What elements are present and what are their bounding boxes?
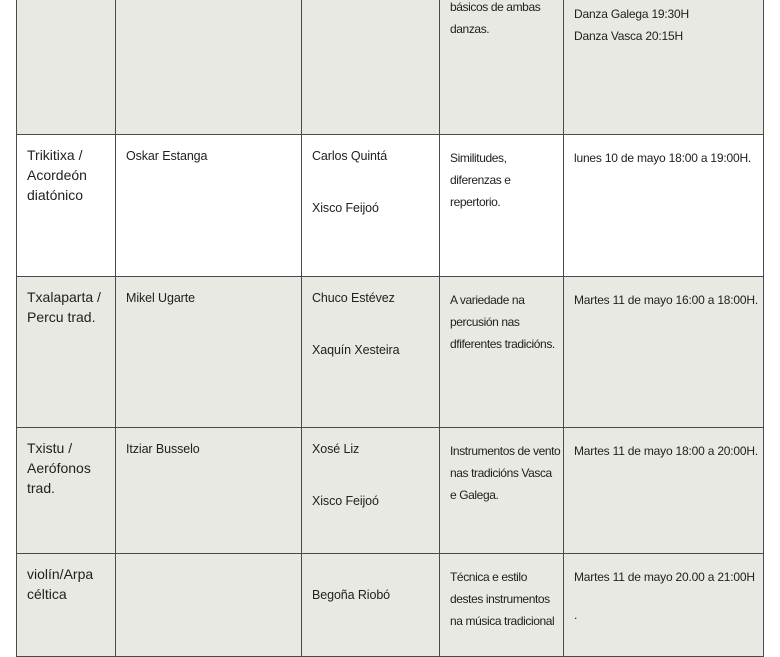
table-row-violin-arpa bbox=[17, 554, 764, 657]
teacher-name: Oskar Estanga bbox=[126, 149, 208, 163]
cell-schedule bbox=[564, 277, 764, 428]
cell-instrument bbox=[17, 277, 116, 428]
cell-galician-teachers bbox=[302, 554, 440, 657]
instrument-label: violín/Arpa céltica bbox=[27, 566, 94, 602]
description-line: Instrumentos de vento bbox=[450, 444, 561, 458]
teacher-name: Carlos Quintá bbox=[312, 149, 388, 163]
schedule-line: Danza Vasca 20:15H bbox=[574, 29, 683, 43]
cell-galician-teachers bbox=[302, 0, 440, 135]
cell-galician-teachers bbox=[302, 135, 440, 277]
cell-schedule bbox=[564, 554, 764, 657]
teacher-name: Xosé Liz bbox=[312, 442, 360, 456]
instrument-label: Txistu / Aerófonos trad. bbox=[27, 440, 91, 496]
cell-basque-teacher bbox=[116, 428, 302, 554]
description-line: danzas. bbox=[450, 22, 490, 36]
cell-description bbox=[440, 277, 564, 428]
teacher-name: Begoña Riobó bbox=[312, 588, 391, 602]
cell-description bbox=[440, 554, 564, 657]
table-row-txalaparta bbox=[17, 277, 764, 428]
schedule-line: Danza Galega 19:30H bbox=[574, 7, 689, 21]
description-line: básicos de ambas bbox=[450, 0, 541, 14]
table-row-txistu bbox=[17, 428, 764, 554]
cell-description bbox=[440, 0, 564, 135]
description-line: Similitudes, bbox=[450, 151, 507, 165]
cell-instrument bbox=[17, 428, 116, 554]
cell-schedule bbox=[564, 0, 764, 135]
description-line: percusión nas bbox=[450, 315, 520, 329]
cell-galician-teachers bbox=[302, 428, 440, 554]
teacher-name: Chuco Estévez bbox=[312, 291, 395, 305]
cell-instrument bbox=[17, 554, 116, 657]
teacher-name: Xisco Feijoó bbox=[312, 494, 379, 508]
cell-instrument bbox=[17, 0, 116, 135]
cell-basque-teacher bbox=[116, 135, 302, 277]
cell-galician-teachers bbox=[302, 277, 440, 428]
teacher-name: Itziar Busselo bbox=[126, 442, 200, 456]
schedule-line: . bbox=[574, 608, 578, 622]
schedule-line: lunes 10 de mayo 18:00 a 19:00H. bbox=[574, 151, 752, 165]
schedule-line: Martes 11 de mayo 16:00 a 18:00H. bbox=[574, 293, 758, 307]
description-line: e Galega. bbox=[450, 488, 499, 502]
schedule-line: Martes 11 de mayo 20.00 a 21:00H bbox=[574, 570, 755, 584]
schedule-line: Martes 11 de mayo 18:00 a 20:00H. bbox=[574, 444, 758, 458]
teacher-name: Xaquín Xesteira bbox=[312, 343, 400, 357]
instrument-label: Trikitixa / Acordeón diatónico bbox=[27, 147, 87, 203]
description-line: nas tradicións Vasca bbox=[450, 466, 552, 480]
description-line: diferenzas e bbox=[450, 173, 511, 187]
instrument-label: Txalaparta / Percu trad. bbox=[27, 289, 101, 325]
description-line: na música tradicional bbox=[450, 614, 555, 628]
cell-basque-teacher bbox=[116, 554, 302, 657]
description-line: destes instrumentos bbox=[450, 592, 550, 606]
table-row-dantza bbox=[17, 0, 764, 135]
table-row-trikitixa bbox=[17, 135, 764, 277]
cell-instrument bbox=[17, 135, 116, 277]
cell-description bbox=[440, 428, 564, 554]
cell-schedule bbox=[564, 135, 764, 277]
description-line: Técnica e estilo bbox=[450, 570, 527, 584]
cell-basque-teacher bbox=[116, 0, 302, 135]
description-line: dfiferentes tradicións. bbox=[450, 337, 555, 351]
description-line: A variedade na bbox=[450, 293, 525, 307]
cell-basque-teacher bbox=[116, 277, 302, 428]
teacher-name: Xisco Feijoó bbox=[312, 201, 379, 215]
description-line: repertorio. bbox=[450, 195, 501, 209]
cell-schedule bbox=[564, 428, 764, 554]
teacher-name: Mikel Ugarte bbox=[126, 291, 195, 305]
cell-description bbox=[440, 135, 564, 277]
workshop-schedule-table bbox=[16, 0, 764, 657]
